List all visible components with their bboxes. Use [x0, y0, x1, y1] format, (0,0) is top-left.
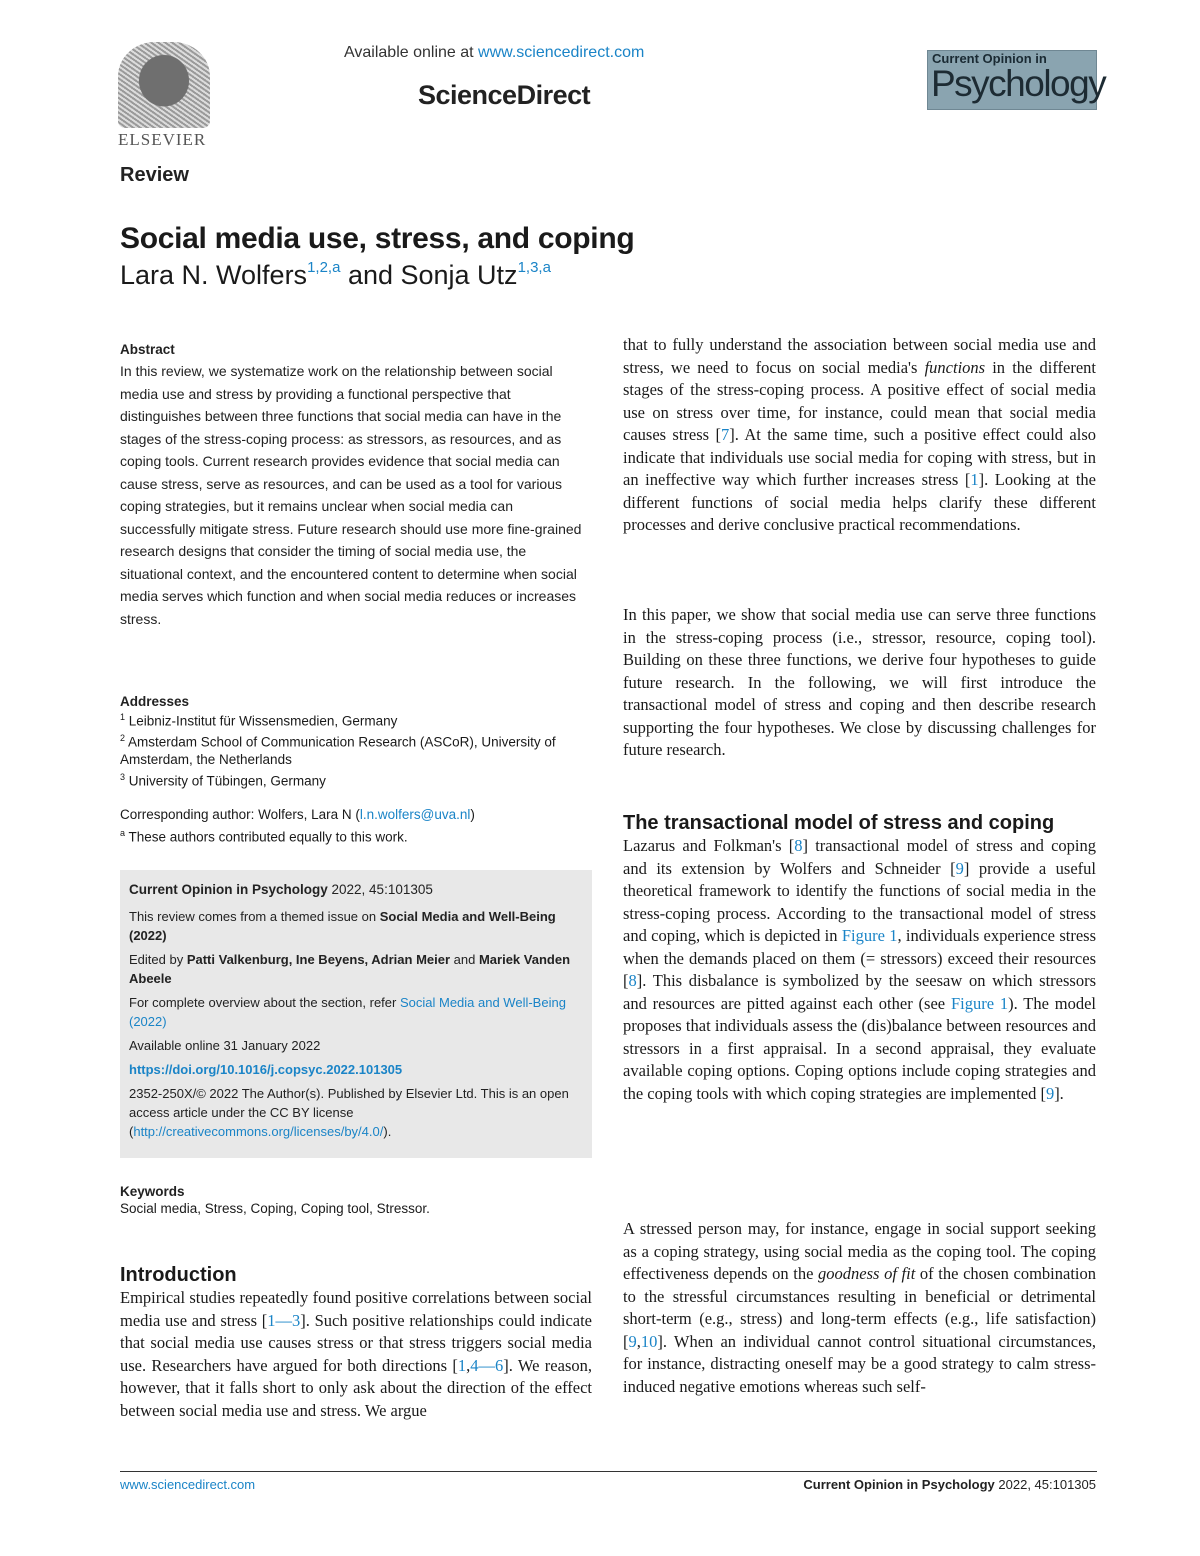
license-link[interactable]: http://creativecommons.org/licenses/by/4.0/ [133, 1124, 384, 1139]
article-info-box [120, 870, 592, 1158]
journal-logo-line1: Current Opinion in [932, 51, 1047, 66]
infobox-citation: Current Opinion in Psychology 2022, 45:101305 [129, 882, 433, 897]
themed-issue: This review comes from a themed issue on Social Media and Well-Being (2022) [129, 909, 556, 943]
available-online: Available online at www.sciencedirect.com [344, 44, 645, 61]
author-email-link[interactable]: l.n.wolfers@uva.nl [359, 807, 471, 822]
citation-link[interactable]: 9 [1045, 1083, 1055, 1103]
footer-citation: Current Opinion in Psychology 2022, 45:101305 [803, 1477, 1096, 1492]
elsevier-wordmark: ELSEVIER [118, 130, 207, 149]
sciencedirect-title: ScienceDirect [418, 80, 591, 110]
journal-logo [927, 50, 1106, 110]
keywords [120, 1184, 592, 1219]
citation-link[interactable]: 4—6 [470, 1355, 504, 1375]
citation-link[interactable]: 10 [640, 1331, 658, 1351]
address-item: $^2$ Amsterdam School of Communication Research (ASCoR), University of Amsterdam, the Netherlands [120, 733, 556, 767]
available-online-date: Available online 31 January 2022 [129, 1038, 321, 1053]
introduction-heading: Introduction [120, 1264, 237, 1286]
keywords-text: Social media, Stress, Coping, Coping tool, Stressor. [120, 1201, 430, 1216]
body-paragraph: that to fully understand the association between social media use and stress, we need to focus on social media's functions in the different stages of the stress-coping process. A positive effect of social media use on stress over time, for instance, could mean that social media causes stress [7]. At the same time, such a positive effect could also indicate that individuals use social media for coping with stress, but in an ineffective way which further increases stress [1]. Looking at the different functions of social media helps clarify these different processes and derive conclusive practical recommendations. [623, 335, 1096, 534]
author-2-affiliations[interactable]: 1,3,a [517, 259, 551, 276]
section-overview-link[interactable]: Social Media and Well-Being (2022) [129, 995, 566, 1029]
elsevier-logo [118, 42, 213, 152]
authors: Lara N. Wolfers$^{1,2,a}$ and Sonja Utz$^{1,3,a}$ [120, 259, 551, 290]
corresponding-author: Corresponding author: Wolfers, Lara N (l.n.wolfers@uva.nl) [120, 807, 475, 822]
license-statement: 2352-250X/© 2022 The Author(s). Published by Elsevier Ltd. This is an open access article under the CC BY license (http://creativecommons.org/licenses/by/4.0/). [129, 1086, 569, 1139]
body-paragraph: A stressed person may, for instance, engage in social support seeking as a coping strategy, using social media as the coping tool. The coping effectiveness depends on the goodness of fit of the chosen combination to the stressful circumstances resulting in beneficial or detrimental short-term (e.g., stress) and long-term effects (e.g., life satisfaction) [9,10]. When an individual cannot control situational circumstances, for instance, distracting oneself may be a good strategy to calm stress-induced negative emotions whereas such self- [623, 1219, 1096, 1396]
keywords-label: Keywords [120, 1184, 185, 1199]
figure-link[interactable]: Figure 1 [841, 926, 898, 945]
citation-link[interactable]: 9 [955, 858, 964, 878]
addresses-label: Addresses [120, 694, 190, 709]
body-paragraph: Lazarus and Folkman's [8] transactional model of stress and coping and its extension by Wolfers and Schneider [9] provide a useful theoretical framework to identify the functions of social media in the stress-coping process. According to the transactional model of stress and coping, which is depicted in Figure 1, individuals experience stress when the demands placed on them (= stressors) exceed their resources [8]. This disbalance is symbolized by the seesaw on which stressors and resources are pitted against each other (see Figure 1). The model proposes that individuals assess the (dis)balance between resources and stressors in a first appraisal. In a second appraisal, they evaluate available coping options. Coping options include coping strategies and the coping tools with which coping strategies are implemented [9]. [623, 836, 1097, 1103]
citation-link[interactable]: 9 [628, 1331, 637, 1351]
citation-link[interactable]: 8 [794, 836, 803, 855]
citation-link[interactable]: 7 [720, 425, 730, 444]
abstract-label: Abstract [120, 342, 175, 357]
transactional-model-section [623, 812, 1096, 1105]
citation-link[interactable]: 1 [457, 1355, 467, 1375]
abstract-text: In this review, we systematize work on the relationship between social media use and stress by providing a functional perspective that distinguishes between three functions that social media can have in the stages of the stress-coping process: as stressors, as resources, and as coping tools. Current research provides evidence that social media can cause stress, serve as resources, and can be used as a tool for various coping strategies, but it remains unclear when social media can successfully mitigate stress. Future research should use more fine-grained research designs that consider the timing of social media use, the situational context, and the encountered content to determine when social media serves which function and when social media reduces or increases stress. [120, 363, 582, 627]
section-overview: For complete overview about the section, refer Social Media and Well-Being (2022) [129, 995, 566, 1029]
doi-link[interactable]: https://doi.org/10.1016/j.copsyc.2022.101305 [129, 1062, 403, 1077]
footer-divider [120, 1471, 1097, 1472]
edited-by: Edited by Patti Valkenburg, Ine Beyens, Adrian Meier and Mariek Vanden Abeele [129, 952, 571, 986]
elsevier-tree-icon [118, 42, 210, 128]
addresses [120, 694, 592, 790]
author-2: Sonja Utz [400, 260, 518, 290]
figure-link[interactable]: Figure 1 [950, 993, 1009, 1013]
article-title: Social media use, stress, and coping [120, 222, 635, 255]
citation-link[interactable]: 8 [628, 971, 637, 990]
author-1: Lara N. Wolfers [120, 260, 308, 290]
journal-logo-line2: Psychology [931, 63, 1106, 104]
introduction-text: Empirical studies repeatedly found positive correlations between social media use and stress [1—3]. Such positive relationships could indicate that social media use causes stress or that stress triggers social media use. Researchers have argued for both directions [1,4—6]. We reason, however, that it falls short to only ask about the direction of the effect between social media use and stress. We argue [120, 1288, 592, 1420]
transactional-model-heading: The transactional model of stress and coping [623, 812, 1055, 834]
abstract [120, 342, 592, 630]
address-item: $^1$ Leibniz-Institut für Wissensmedien, Germany [120, 712, 398, 729]
sciencedirect-link[interactable]: www.sciencedirect.com [478, 44, 645, 61]
introduction-section [120, 1264, 592, 1422]
citation-link[interactable]: 1 [970, 470, 979, 489]
address-item: $^3$ University of Tübingen, Germany [120, 771, 326, 788]
correspondence [120, 805, 592, 847]
footer-sciencedirect-link[interactable]: www.sciencedirect.com [120, 1477, 256, 1492]
article-type: Review [120, 164, 189, 186]
body-paragraph: In this paper, we show that social media use can serve three functions in the stress-coping process (i.e., stressor, resource, coping tool). Building on these three functions, we derive four hypotheses to guide future research. In the following, we will first introduce the transactional model of stress and coping and then describe research supporting the four hypotheses. We close by discussing challenges for future research. [623, 605, 1096, 759]
citation-link[interactable]: 1—3 [267, 1310, 301, 1330]
author-1-affiliations[interactable]: 1,2,a [307, 259, 341, 276]
equal-contribution-note: $^a$ These authors contributed equally to this work. [120, 828, 408, 845]
